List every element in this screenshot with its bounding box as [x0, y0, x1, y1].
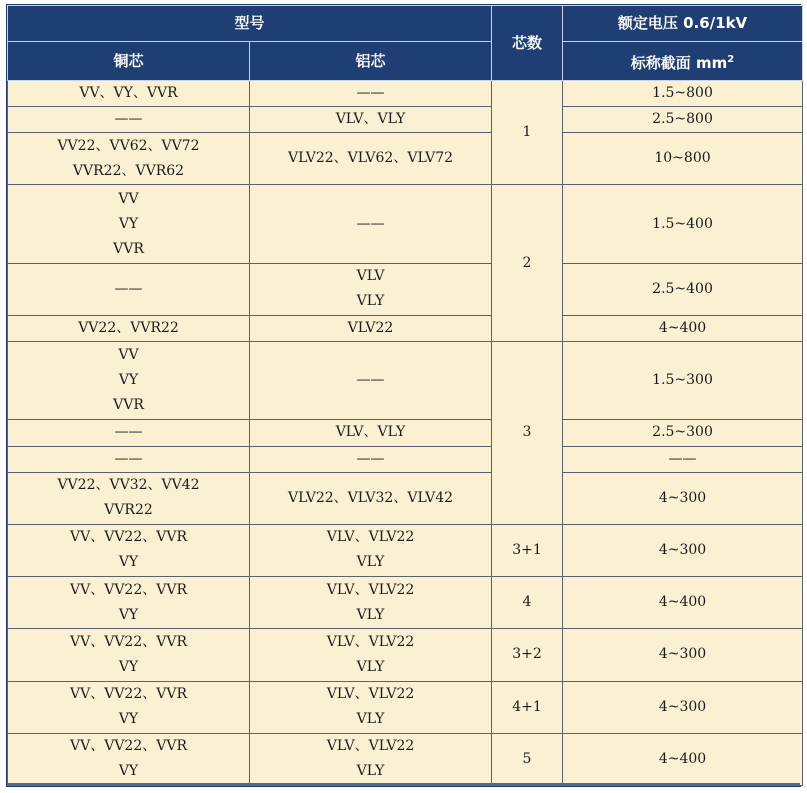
aluminum-model-cell	[250, 733, 492, 785]
copper-model-cell-line: ——	[114, 450, 143, 467]
aluminum-model-cell	[250, 472, 492, 524]
section-range-cell: 2.5~800	[563, 107, 803, 133]
section-range-cell: 1.5~400	[563, 185, 803, 263]
aluminum-model-cell	[250, 629, 492, 681]
header-row-2	[8, 42, 803, 81]
aluminum-model-cell-line: ——	[356, 372, 385, 389]
cores-cell: 2	[492, 185, 563, 342]
copper-model-cell	[8, 342, 250, 420]
model-header: 型号	[8, 6, 492, 42]
copper-model-cell-line: VV、VY、VVR	[79, 85, 178, 102]
copper-model-cell-line: VV、VV22、VVR	[69, 581, 188, 598]
table-row	[8, 133, 803, 185]
aluminum-model-cell-line: VLY	[356, 658, 385, 675]
copper-model-cell	[8, 81, 250, 107]
table-row	[8, 629, 803, 681]
copper-model-cell	[8, 472, 250, 524]
table-body	[8, 81, 803, 786]
table-row	[8, 342, 803, 420]
section-header	[563, 42, 803, 81]
aluminum-model-cell-line: VLV、VLY	[335, 111, 406, 128]
copper-model-cell-line: VY	[118, 763, 139, 780]
table-row	[8, 185, 803, 263]
copper-model-cell-line: VV、VV22、VVR	[69, 686, 188, 703]
aluminum-model-cell-line: VLV、VLV22	[326, 738, 415, 755]
copper-model-cell-line: VY	[118, 372, 139, 389]
copper-model-cell-line: VV22、VV32、VV42	[57, 477, 200, 494]
section-range-cell: 10~800	[563, 133, 803, 185]
section-range-cell: 1.5~800	[563, 81, 803, 107]
copper-model-cell-line: VV、VV22、VVR	[69, 738, 188, 755]
copper-model-cell	[8, 733, 250, 785]
section-range-cell: 4~400	[563, 577, 803, 629]
copper-model-cell-line: VV22、VV62、VV72	[57, 137, 200, 154]
aluminum-model-cell-line: VLV22、VLV32、VLV42	[288, 489, 454, 506]
copper-model-cell	[8, 185, 250, 263]
cable-spec-table	[7, 5, 803, 786]
aluminum-model-cell	[250, 342, 492, 420]
copper-model-cell-line: VY	[118, 554, 139, 571]
section-range-cell: 2.5~400	[563, 263, 803, 315]
cable-spec-table-container	[6, 4, 801, 787]
aluminum-model-cell	[250, 681, 492, 733]
copper-model-cell-line: VV	[118, 190, 139, 207]
copper-model-cell-line: ——	[114, 280, 143, 297]
copper-model-cell-line: VY	[118, 606, 139, 623]
aluminum-model-cell-line: VLY	[356, 554, 385, 571]
table-row	[8, 315, 803, 341]
aluminum-model-cell-line: VLV、VLV22	[326, 581, 415, 598]
copper-model-cell-line: VY	[118, 215, 139, 232]
copper-model-cell	[8, 133, 250, 185]
copper-model-cell-line: VV、VV22、VVR	[69, 633, 188, 650]
aluminum-model-cell-line: VLY	[356, 293, 385, 310]
aluminum-model-cell-line: VLV、VLV22	[326, 686, 415, 703]
aluminum-model-cell-line: VLV、VLV22	[326, 529, 415, 546]
aluminum-model-cell-line: ——	[356, 85, 385, 102]
section-range-cell: ——	[563, 446, 803, 472]
section-range-cell: 4~300	[563, 524, 803, 576]
copper-model-cell-line: VV22、VVR22	[78, 320, 179, 337]
table-row	[8, 81, 803, 107]
aluminum-model-cell	[250, 81, 492, 107]
cores-cell: 5	[492, 733, 563, 785]
aluminum-model-cell	[250, 420, 492, 446]
copper-model-cell	[8, 681, 250, 733]
cores-cell: 4+1	[492, 681, 563, 733]
table-row	[8, 733, 803, 785]
aluminum-model-cell	[250, 524, 492, 576]
copper-model-cell-line: VV	[118, 347, 139, 364]
bottom-rule	[7, 783, 800, 786]
aluminum-model-cell-line: VLY	[356, 763, 385, 780]
voltage-header: 额定电压 0.6/1kV	[563, 6, 803, 42]
cores-cell: 1	[492, 81, 563, 185]
section-range-cell: 4~400	[563, 315, 803, 341]
aluminum-model-cell-line: ——	[356, 450, 385, 467]
table-row	[8, 446, 803, 472]
table-row	[8, 263, 803, 315]
table-row	[8, 107, 803, 133]
copper-model-cell	[8, 315, 250, 341]
aluminum-model-cell-line: ——	[356, 215, 385, 232]
section-header-text: 标称截面 mm	[630, 53, 728, 72]
aluminum-model-cell	[250, 263, 492, 315]
copper-model-cell-line: VVR22	[104, 502, 153, 519]
copper-model-cell-line: VV、VV22、VVR	[69, 529, 188, 546]
section-header-sup: 2	[727, 53, 735, 65]
cores-cell: 4	[492, 577, 563, 629]
table-row	[8, 577, 803, 629]
copper-model-cell	[8, 577, 250, 629]
header-row-1	[8, 6, 803, 42]
section-range-cell: 1.5~300	[563, 342, 803, 420]
copper-model-cell-line: VY	[118, 658, 139, 675]
copper-model-cell-line: ——	[114, 424, 143, 441]
aluminum-model-cell-line: VLV22、VLV62、VLV72	[288, 150, 454, 167]
aluminum-model-cell-line: VLY	[356, 606, 385, 623]
copper-model-cell	[8, 446, 250, 472]
aluminum-model-cell-line: VLV22	[347, 320, 394, 337]
copper-model-cell-line: VVR	[113, 397, 144, 414]
aluminum-model-cell	[250, 107, 492, 133]
aluminum-model-cell	[250, 315, 492, 341]
copper-model-cell	[8, 420, 250, 446]
copper-model-cell	[8, 107, 250, 133]
copper-model-cell	[8, 629, 250, 681]
aluminum-model-cell	[250, 446, 492, 472]
copper-model-cell-line: ——	[114, 111, 143, 128]
copper-model-cell	[8, 263, 250, 315]
copper-model-cell-line: VVR22、VVR62	[72, 162, 185, 179]
section-range-cell: 4~300	[563, 629, 803, 681]
copper-header: 铜芯	[8, 42, 250, 81]
cores-cell: 3+1	[492, 524, 563, 576]
section-range-cell: 4~300	[563, 472, 803, 524]
aluminum-model-cell-line: VLV、VLY	[335, 424, 406, 441]
copper-model-cell-line: VVR	[113, 240, 144, 257]
table-row	[8, 472, 803, 524]
aluminum-model-cell	[250, 577, 492, 629]
section-range-cell: 2.5~300	[563, 420, 803, 446]
aluminum-model-cell	[250, 133, 492, 185]
table-row	[8, 681, 803, 733]
aluminum-model-cell-line: VLV、VLV22	[326, 633, 415, 650]
aluminum-model-cell	[250, 185, 492, 263]
cores-header: 芯数	[492, 6, 563, 81]
table-row	[8, 524, 803, 576]
section-range-cell: 4~300	[563, 681, 803, 733]
copper-model-cell-line: VY	[118, 711, 139, 728]
table-row	[8, 420, 803, 446]
section-range-cell: 4~400	[563, 733, 803, 785]
cores-cell: 3	[492, 342, 563, 525]
aluminum-header: 铝芯	[250, 42, 492, 81]
copper-model-cell	[8, 524, 250, 576]
aluminum-model-cell-line: VLV	[356, 268, 385, 285]
cores-cell: 3+2	[492, 629, 563, 681]
aluminum-model-cell-line: VLY	[356, 711, 385, 728]
